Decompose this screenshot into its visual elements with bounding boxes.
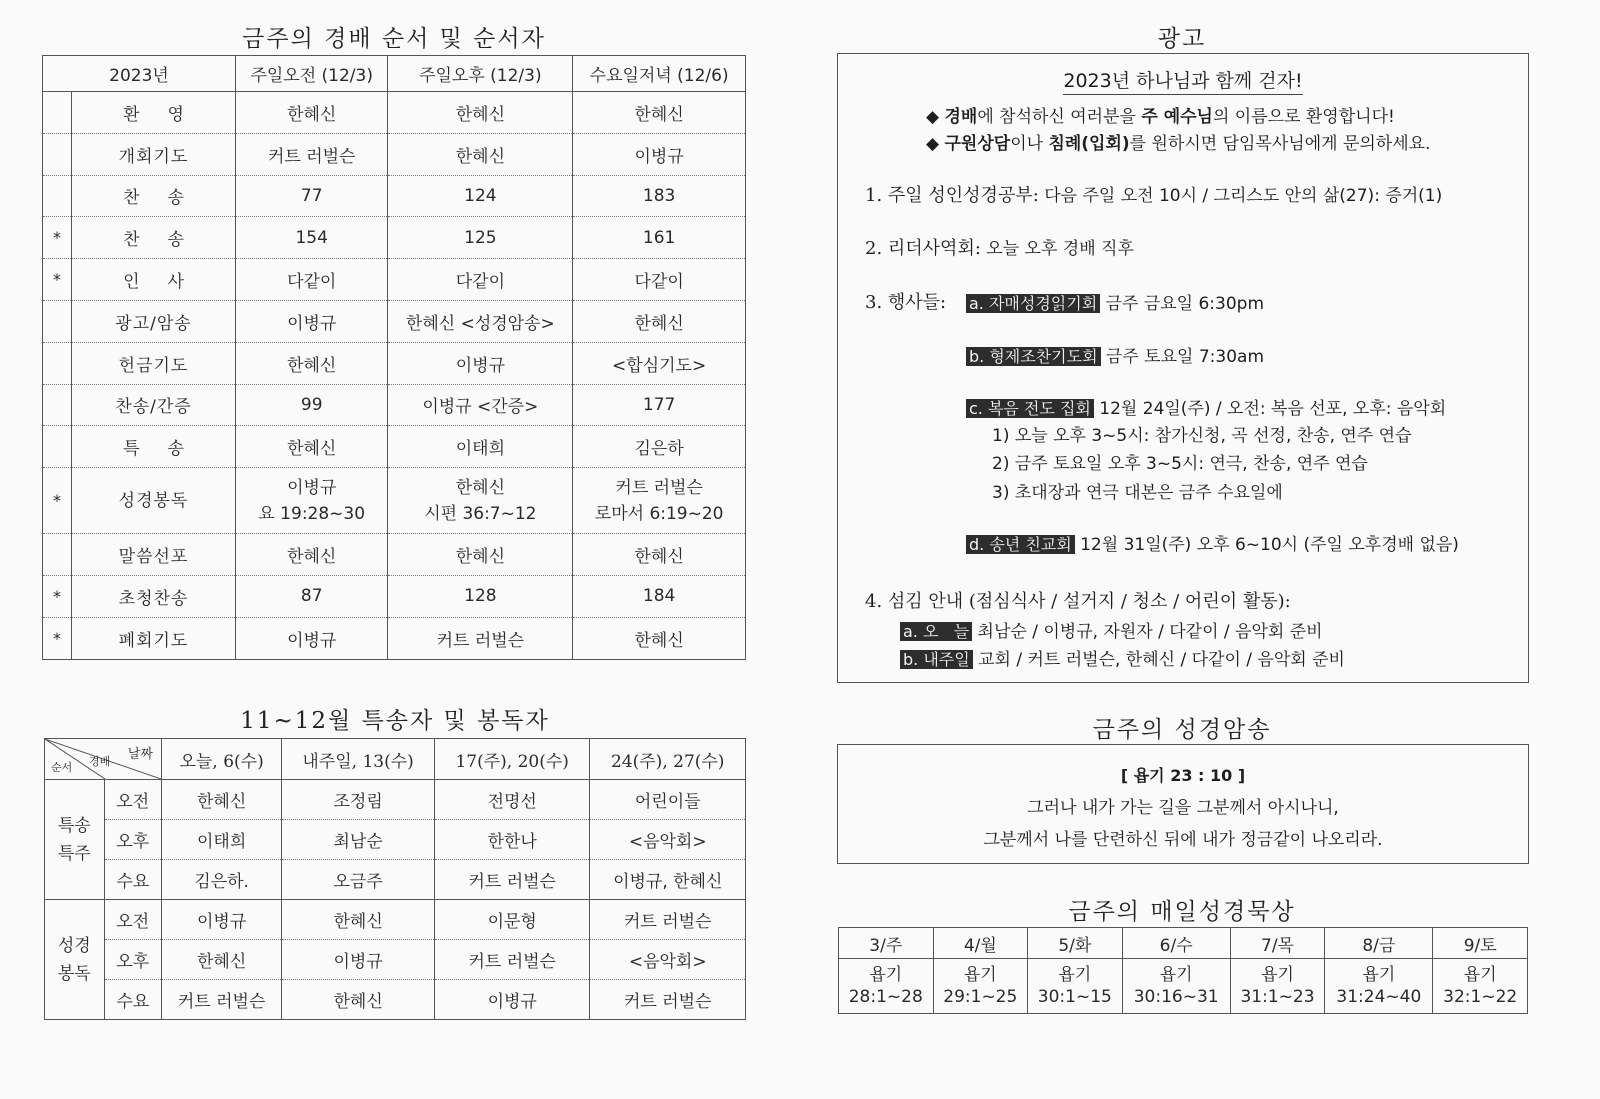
required-standing-mark: * <box>43 217 72 259</box>
service-cell: 다같이 <box>236 259 388 301</box>
date-header: 17(주), 20(수) <box>434 739 590 780</box>
table-row <box>43 468 746 534</box>
service-cell: 커트 러벌슨 <box>236 133 388 175</box>
table-row <box>43 384 746 426</box>
table-row <box>43 300 746 342</box>
service-cell: 한혜신 <box>236 426 388 468</box>
service-item-label: 광고/암송 <box>72 300 236 342</box>
table-header-row <box>839 928 1528 959</box>
diamond-icon: ◆ <box>926 107 940 127</box>
table-header-row <box>43 56 746 92</box>
required-standing-mark: * <box>43 575 72 617</box>
service-cell: 이병규 <box>236 300 388 342</box>
person-cell: <음악회> <box>590 940 746 980</box>
reading-cell: 욥기 29:1~25 <box>933 959 1028 1014</box>
event-a: a. 자매성경읽기회 금주 금요일 6:30pm <box>966 289 1264 314</box>
event-tag: a. 자매성경읽기회 <box>966 294 1100 313</box>
sunday-afternoon-header: 주일오후 (12/3) <box>388 56 573 92</box>
person-cell: 이태희 <box>162 820 282 860</box>
service-cell: 다같이 <box>388 259 573 301</box>
reading-cell: 욥기 28:1~28 <box>839 959 934 1014</box>
corner-date-label: 날짜 <box>127 747 153 762</box>
service-time-label: 수요 <box>104 980 162 1020</box>
diamond-icon: ◆ <box>926 134 940 154</box>
sunday-morning-header: 주일오전 (12/3) <box>236 56 388 92</box>
corner-order-label: 순서 <box>51 761 73 774</box>
service-cell: <합심기도> <box>573 342 746 384</box>
order-of-worship-table <box>42 55 746 660</box>
group-label: 성경 봉독 <box>45 900 105 1020</box>
person-cell: 이문형 <box>434 900 590 940</box>
service-cell: 125 <box>388 217 573 259</box>
day-header: 6/수 <box>1122 928 1230 959</box>
event-tag: c. 복음 전도 집회 <box>966 399 1094 418</box>
service-item-label: 찬송/간증 <box>72 384 236 426</box>
event-c-detail: 1) 오늘 오후 3~5시: 참가신청, 곡 선정, 찬송, 연주 연습 <box>992 426 1412 446</box>
service-item-label: 찬송 <box>72 175 236 217</box>
event-tag: b. 형제조찬기도회 <box>966 347 1101 366</box>
service-cell: 128 <box>388 575 573 617</box>
table-row <box>45 980 746 1020</box>
reading-cell: 욥기 31:1~23 <box>1230 959 1325 1014</box>
person-cell: 커트 러벌슨 <box>434 860 590 900</box>
verse-line: 그러나 내가 가는 길을 그분께서 아시나니, <box>1027 798 1339 818</box>
daily-reading-title: 금주의 매일성경묵상 <box>1068 899 1296 925</box>
service-cell: 이태희 <box>388 426 573 468</box>
person-cell: 한혜신 <box>162 940 282 980</box>
reading-cell: 욥기 30:16~31 <box>1122 959 1230 1014</box>
required-standing-mark <box>43 175 72 217</box>
person-cell: 오금주 <box>282 860 435 900</box>
service-cell: 한혜신 <box>573 534 746 576</box>
person-cell: 한혜신 <box>162 780 282 820</box>
service-item-label: 찬송 <box>72 217 236 259</box>
day-header: 8/금 <box>1325 928 1433 959</box>
required-standing-mark <box>43 300 72 342</box>
service-cell: 이병규 요 19:28~30 <box>236 468 388 534</box>
service-cell: 184 <box>573 575 746 617</box>
service-cell: 한혜신 시편 36:7~12 <box>388 468 573 534</box>
group-label: 특송 특주 <box>45 780 105 900</box>
service-item-label: 인사 <box>72 259 236 301</box>
table-row <box>43 92 746 134</box>
service-time-label: 오후 <box>104 940 162 980</box>
table-row <box>45 860 746 900</box>
service-cell: 한혜신 <box>236 534 388 576</box>
day-header: 4/월 <box>933 928 1028 959</box>
table-row <box>839 959 1528 1014</box>
verse-line: 그분께서 나를 단련하신 뒤에 내가 정금같이 나오리라. <box>983 830 1383 850</box>
service-cell: 커트 러벌슨 <box>388 617 573 659</box>
announcements-headline: 2023년 하나님과 함께 걷자! <box>838 66 1528 93</box>
service-cell: 김은하 <box>573 426 746 468</box>
service-item-label: 개회기도 <box>72 133 236 175</box>
day-header: 5/화 <box>1028 928 1123 959</box>
special-schedule-title: 11~12월 특송자 및 봉독자 <box>240 708 550 734</box>
person-cell: 최남순 <box>282 820 435 860</box>
person-cell: 이병규 <box>434 980 590 1020</box>
day-header: 9/토 <box>1433 928 1528 959</box>
required-standing-mark <box>43 534 72 576</box>
service-next-week: b. 내주일 교회 / 커트 러벌슨, 한혜신 / 다같이 / 음악회 준비 <box>900 645 1345 670</box>
person-cell: 조정림 <box>282 780 435 820</box>
service-cell: 한혜신 <box>388 534 573 576</box>
table-row <box>43 617 746 659</box>
service-cell: 77 <box>236 175 388 217</box>
reading-cell: 욥기 32:1~22 <box>1433 959 1528 1014</box>
table-row <box>45 820 746 860</box>
service-cell: 한혜신 <box>573 92 746 134</box>
event-c: c. 복음 전도 집회 12월 24일(주) / 오전: 복음 선포, 오후: 음악회 <box>966 394 1446 419</box>
service-tag: b. 내주일 <box>900 650 973 669</box>
required-standing-mark <box>43 426 72 468</box>
service-cell: 87 <box>236 575 388 617</box>
person-cell: 커트 러벌슨 <box>162 980 282 1020</box>
wednesday-evening-header: 수요일저녁 (12/6) <box>573 56 746 92</box>
service-cell: 177 <box>573 384 746 426</box>
table-row <box>45 900 746 940</box>
table-row <box>43 575 746 617</box>
person-cell: 어린이들 <box>590 780 746 820</box>
service-cell: 이병규 <box>388 342 573 384</box>
service-cell: 이병규 <box>236 617 388 659</box>
person-cell: 김은하. <box>162 860 282 900</box>
reading-cell: 욥기 31:24~40 <box>1325 959 1433 1014</box>
verse-reference: [ 욥기 23 : 10 ] <box>1120 766 1246 785</box>
special-schedule-table <box>44 738 746 1020</box>
year-header: 2023년 <box>43 56 236 92</box>
service-time-label: 수요 <box>104 860 162 900</box>
date-header: 24(주), 27(수) <box>590 739 746 780</box>
service-item-label: 초청찬송 <box>72 575 236 617</box>
required-standing-mark: * <box>43 617 72 659</box>
table-row <box>43 259 746 301</box>
event-tag: d. 송년 친교회 <box>966 535 1075 554</box>
table-row <box>43 342 746 384</box>
required-standing-mark <box>43 92 72 134</box>
required-standing-mark <box>43 384 72 426</box>
reading-cell: 욥기 30:1~15 <box>1028 959 1123 1014</box>
day-header: 7/목 <box>1230 928 1325 959</box>
required-standing-mark: * <box>43 259 72 301</box>
person-cell: 한한나 <box>434 820 590 860</box>
table-header-row <box>45 739 746 780</box>
item-service-guide: 4. 섬김 안내 (점심식사 / 설거지 / 청소 / 어린이 활동): <box>865 591 1291 612</box>
service-item-label: 성경봉독 <box>72 468 236 534</box>
service-cell: 한혜신 <box>236 342 388 384</box>
service-item-label: 헌금기도 <box>72 342 236 384</box>
event-c-detail: 3) 초대장과 연극 대본은 금주 수요일에 <box>992 483 1283 503</box>
service-cell: 183 <box>573 175 746 217</box>
service-time-label: 오전 <box>104 780 162 820</box>
service-tag: a. 오 늘 <box>900 622 972 641</box>
person-cell: 이병규 <box>162 900 282 940</box>
table-row <box>43 534 746 576</box>
announcements-title: 광고 <box>1157 26 1207 52</box>
corner-worship-label: 경배 <box>89 755 111 768</box>
service-cell: 154 <box>236 217 388 259</box>
required-standing-mark <box>43 133 72 175</box>
person-cell: 커트 러벌슨 <box>434 940 590 980</box>
item-bible-study: 1. 주일 성인성경공부: 다음 주일 오전 10시 / 그리스도 안의 삶(27): 증거(1) <box>865 185 1443 206</box>
event-b: b. 형제조찬기도회 금주 토요일 7:30am <box>966 342 1264 367</box>
service-cell: 124 <box>388 175 573 217</box>
table-row <box>45 780 746 820</box>
daily-reading-table <box>838 927 1528 1014</box>
memory-verse-box <box>837 744 1529 864</box>
person-cell: <음악회> <box>590 820 746 860</box>
service-cell: 이병규 <box>573 133 746 175</box>
person-cell: 이병규 <box>282 940 435 980</box>
service-today: a. 오 늘 최남순 / 이병규, 자원자 / 다같이 / 음악회 준비 <box>900 617 1323 642</box>
service-item-label: 특송 <box>72 426 236 468</box>
service-item-label: 폐회기도 <box>72 617 236 659</box>
event-d: d. 송년 친교회 12월 31일(주) 오후 6~10시 (주일 오후경배 없음) <box>966 530 1459 555</box>
person-cell: 커트 러벌슨 <box>590 900 746 940</box>
service-cell: 한혜신 <box>388 133 573 175</box>
event-c-detail: 2) 금주 토요일 오후 3~5시: 연극, 찬송, 연주 연습 <box>992 454 1368 474</box>
counseling-bullet: ◆ 구원상담이나 침례(입회)를 원하시면 담임목사님에게 문의하세요. <box>926 134 1431 154</box>
service-cell: 161 <box>573 217 746 259</box>
order-of-worship-title: 금주의 경배 순서 및 순서자 <box>242 26 546 52</box>
service-cell: 한혜신 <box>573 617 746 659</box>
day-header: 3/주 <box>839 928 934 959</box>
table-row <box>45 940 746 980</box>
announcements-box <box>837 53 1529 683</box>
service-cell: 한혜신 <box>573 300 746 342</box>
service-time-label: 오전 <box>104 900 162 940</box>
person-cell: 한혜신 <box>282 980 435 1020</box>
required-standing-mark <box>43 342 72 384</box>
date-header: 내주일, 13(수) <box>282 739 435 780</box>
service-cell: 이병규 <간증> <box>388 384 573 426</box>
service-cell: 커트 러벌슨 로마서 6:19~20 <box>573 468 746 534</box>
table-row <box>43 175 746 217</box>
welcome-bullet: ◆ 경배에 참석하신 여러분을 주 예수님의 이름으로 환영합니다! <box>926 107 1395 127</box>
person-cell: 이병규, 한혜신 <box>590 860 746 900</box>
corner-header <box>45 739 162 780</box>
service-cell: 다같이 <box>573 259 746 301</box>
service-time-label: 오후 <box>104 820 162 860</box>
service-cell: 99 <box>236 384 388 426</box>
item-events: 3. 행사들: <box>865 292 947 313</box>
date-header: 오늘, 6(수) <box>162 739 282 780</box>
required-standing-mark: * <box>43 468 72 534</box>
service-cell: 한혜신 <box>236 92 388 134</box>
service-item-label: 말씀선포 <box>72 534 236 576</box>
service-item-label: 환영 <box>72 92 236 134</box>
item-leader-meeting: 2. 리더사역회: 오늘 오후 경배 직후 <box>865 238 1134 259</box>
service-cell: 한혜신 <성경암송> <box>388 300 573 342</box>
memory-verse-title: 금주의 성경암송 <box>1092 717 1272 743</box>
table-row <box>43 217 746 259</box>
table-row <box>43 426 746 468</box>
person-cell: 한혜신 <box>282 900 435 940</box>
person-cell: 커트 러벌슨 <box>590 980 746 1020</box>
person-cell: 전명선 <box>434 780 590 820</box>
table-row <box>43 133 746 175</box>
service-cell: 한혜신 <box>388 92 573 134</box>
